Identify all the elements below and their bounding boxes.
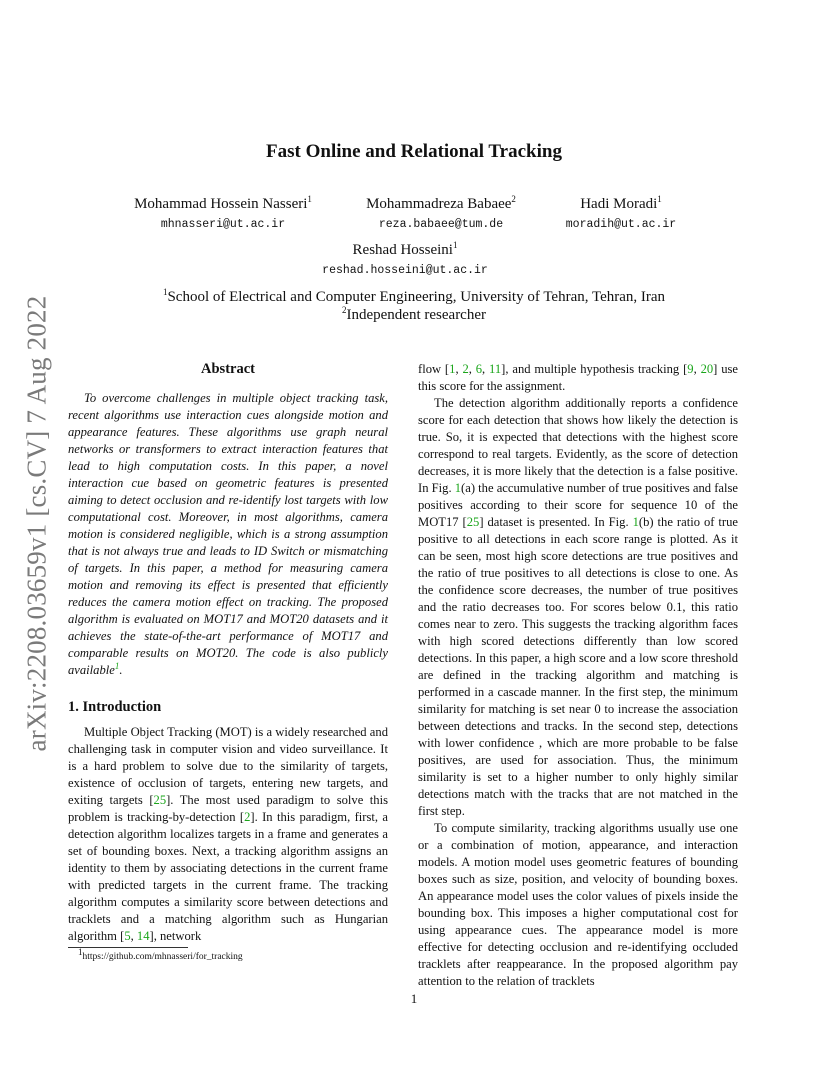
arxiv-identifier-text: arXiv:2208.03659v1 [cs.CV] 7 Aug 2022 — [21, 295, 52, 751]
text-run: , — [482, 362, 490, 376]
author-name: Reshad Hosseini — [352, 242, 453, 258]
citation-link[interactable]: 14 — [136, 929, 150, 943]
footnote-mark: 1 — [78, 946, 83, 957]
paragraph-confidence-score — [418, 395, 738, 820]
author-3 — [556, 195, 686, 233]
citation-link[interactable]: 5 — [124, 929, 131, 943]
citation-link[interactable]: 25 — [153, 793, 167, 807]
text-run: , — [455, 362, 463, 376]
affiliation-mark: 1 — [657, 194, 662, 204]
text-run: Multiple Object Tracking (MOT) is a widely researched and challenging task in computer vision and video surveillance. It is a hard problem to solve due to the similarity of targets, existence of occlusion of targets, entering new targets, and exiting targets [ — [68, 725, 388, 807]
author-1 — [118, 195, 328, 233]
footnote — [78, 946, 243, 963]
left-column — [68, 361, 388, 945]
text-run: , — [468, 362, 476, 376]
text-run: ] dataset is presented. In Fig. — [479, 515, 633, 529]
citation-link[interactable]: 2 — [244, 810, 251, 824]
affiliation-mark: 2 — [511, 194, 516, 204]
abstract-heading: Abstract — [201, 361, 255, 377]
author-email[interactable]: moradih@ut.ac.ir — [565, 218, 677, 231]
citation-link[interactable]: 6 — [475, 362, 483, 376]
affiliation-2 — [0, 306, 828, 324]
author-2 — [346, 195, 536, 233]
text-run: (a) the accumulative number of true positives and false positives according to their score for sequence 10 of the MOT17 [ — [418, 481, 739, 529]
citation-link[interactable]: 25 — [466, 515, 480, 529]
paragraph-continued — [418, 361, 738, 395]
affiliation-text: Independent researcher — [346, 307, 486, 323]
citation-link[interactable]: 2 — [462, 362, 469, 376]
text-run: ]. The most used paradigm to solve this problem is tracking-by-detection [ — [68, 793, 388, 824]
text-run: ], network — [149, 929, 202, 943]
text-run: ], and multiple hypothesis tracking [ — [501, 362, 688, 376]
author-email[interactable]: reshad.hosseini@ut.ac.ir — [322, 264, 488, 277]
footnote-link[interactable]: 1 — [114, 660, 120, 671]
affiliation-1 — [0, 288, 828, 306]
citation-link[interactable]: 1 — [454, 481, 462, 495]
citation-link[interactable]: 11 — [489, 362, 502, 376]
text-run: (b) the ratio of true positive to all detections in each score range is plotted. As it can be seen, most high score detections are true positives and the ratio of true positives to all detections is close to one. As the confidence score decreases, the number of true positives and the ratio decreases too. For scores below 0.1, this ratio comes near to zero. This suggests the tracking algorithm faces with high scored detections differently than low scored detections. In this paper, a high score and a low score threshold are defined in the tracking algorithm and matching is performed in a cascade manner. In the first step, the minimum similarity for matching is set near 0 to increase the association between detections and tracks. In the second step, detections with lower confidence , which are more probable to be false positives, are used for association. Thus, the minimum similarity is set to a higher number to only highly similar detections match with the tracks that are not matched in the first step. — [418, 515, 739, 818]
abstract-body: To overcome challenges in multiple object tracking task, recent algorithms use interaction cues alongside motion and appearance features. These algorithms use graph neural networks or transformers to extract interaction features that lead to high computation costs. In this paper, a novel interaction cue based on geometric features is presented aiming to detect occlusion and re-identify lost targets with low computational cost. Moreover, in most algorithms, camera motion is considered negligible, which is a strong assumption that is not always true and leads to ID Switch or mismatching of targets. In this paper, a method for measuring camera motion and removing its effect is presented that efficiently reduces the camera motion effect on tracking. The proposed algorithm is evaluated on MOT17 and MOT20 datasets and it achieves the state-of-the-art performance of MOT17 and comparable results on MOT20. The code is also publicly available — [68, 391, 388, 677]
paper-title: Fast Online and Relational Tracking — [266, 141, 562, 162]
citation-link[interactable]: 1 — [449, 362, 456, 376]
section-heading-introduction: 1. Introduction — [68, 699, 162, 715]
citation-link[interactable]: 9 — [687, 362, 694, 376]
arxiv-identifier — [22, 288, 52, 758]
right-column — [418, 361, 738, 990]
affiliation-mark: 2 — [342, 305, 347, 315]
text-run: flow [ — [418, 362, 450, 376]
abstract-text: To overcome challenges in multiple object tracking task, recent algorithms use interaction cues alongside motion and appearance features. These algorithms use graph neural networks or transformers to extract interaction features that lead to high computation costs. In this paper, a novel interaction cue based on geometric features is presented aiming to detect occlusion and re-identify lost targets with low computational cost. Moreover, in most algorithms, camera motion is considered negligible, which is a strong assumption that is not always true and leads to ID Switch or mismatching of targets. In this paper, a method for measuring camera motion and removing its effect is presented that efficiently reduces the camera motion effect on tracking. The proposed algorithm is evaluated on MOT17 and MOT20 datasets and it achieves the state-of-the-art performance of MOT17 and comparable results on MOT20. The code is also publicly available$^1$. — [68, 391, 388, 677]
footnote-divider — [68, 947, 188, 948]
affiliation-mark: 1 — [452, 240, 458, 250]
text-run: , — [130, 929, 137, 943]
author-name: Mohammad Hossein Nasseri — [134, 196, 308, 212]
text-run: ] use this score for the assignment. — [418, 362, 738, 393]
affiliation-text: School of Electrical and Computer Engineering, University of Tehran, Tehran, Iran — [167, 289, 666, 305]
author-name: Hadi Moradi — [580, 196, 658, 212]
footnote-url[interactable]: https://github.com/mhnasseri/for_tracking — [82, 952, 243, 962]
page-number: 1 — [410, 991, 418, 1006]
author-name: Mohammadreza Babaee — [366, 196, 512, 212]
text-run: , — [693, 362, 701, 376]
text-run: The detection algorithm additionally reports a confidence score for each detection that shows how likely the detection is true. So, it is expected that detections with the highest score correspond to real targets. Evidently, as the score of detection decreases, it is more likely that the detection is a false positive. In Fig. — [418, 396, 738, 495]
author-4 — [300, 241, 510, 279]
paragraph-similarity: To compute similarity, tracking algorithms usually use one or a combination of motion, appearance, and interaction models. A motion model uses geometric features of bounding boxes such as size, position, and velocity of bounding boxes. An appearance model uses the color values of pixels inside the bounding box. This imposes a higher computational cost for using appearance cues. The appearance model is more effective for detecting occlusion and re-identifying occluded tracklets after reappearance. In the proposed algorithm pay attention to the relation of tracklets — [418, 821, 738, 988]
text-run: ]. In this paradigm, first, a detection algorithm localizes targets in a frame and generates a set of bounding boxes. Next, a tracking algorithm assigns an identity to them by associating detections in the current frame with predicted targets in the current frame. The tracking algorithm computes a similarity score between detections and tracklets and a matching algorithm such as Hungarian algorithm [ — [68, 810, 388, 943]
author-email[interactable]: mhnasseri@ut.ac.ir — [160, 218, 286, 231]
affiliation-mark: 1 — [307, 194, 312, 204]
affiliation-mark: 1 — [162, 287, 168, 297]
intro-paragraph — [68, 724, 388, 945]
citation-link[interactable]: 1 — [632, 515, 639, 529]
author-email[interactable]: reza.babaee@tum.de — [378, 218, 504, 231]
citation-link[interactable]: 20 — [700, 362, 714, 376]
